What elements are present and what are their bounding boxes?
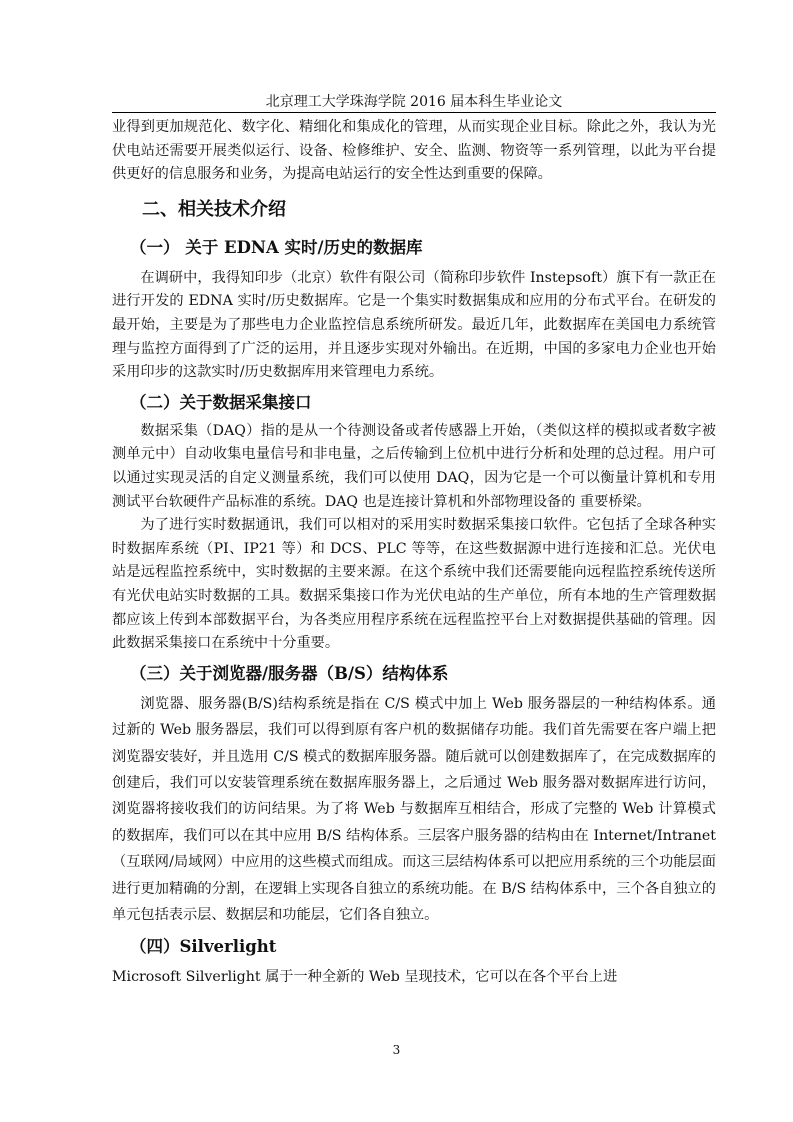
subsection-2-paragraph-2: 为了进行实时数据通讯，我们可以相对的采用实时数据采集接口软件。它包括了全球各种实时数据库系统（PI、IP21 等）和 DCS、PLC 等等，在这些数据源中进行连接和汇总。光伏电站是远程监控系统中，实时数据的主要来源。在这个系统中我们还需要能向远程监控系统传送所有光伏电站实时数据的工具。数据采集接口作为光伏电站的生产单位，所有本地的生产管理数据都应该上传到本部数据平台，为各类应用程序系统在远程监控平台上对数据提供基础的管理。因此数据采集接口在系统中十分重要。 bbox=[112, 517, 716, 652]
subsection-3-paragraph-1: 浏览器、服务器(B/S)结构系统是指在 C/S 模式中加上 Web 服务器层的一种结构体系。通过新的 Web 服务器层，我们可以得到原有客户机的数据储存功能。我们首先需要在客户端上把浏览器安装好，并且选用 C/S 模式的数据库服务器。随后就可以创建数据库了，在完成数据库的创建后，我们可以安装管理系统在数据库服务器上，之后通过 Web 服务器对数据库进行访问，浏览器将接收我们的访问结果。为了将 Web 与数据库互相结合，形成了完整的 Web 计算模式的数据库，我们可以在其中应用 B/S 结构体系。三层客户服务器的结构由在 Internet/Intranet （互联网/局域网）中应用的这些模式而组成。而这三层结构体系可以把应用系统的三个功能层面进行更加精确的分割，在逻辑上实现各自独立的系统功能。在 B/S 结构体系中，三个各自独立的单元包括表示层、数据层和功能层，它们各自独立。 bbox=[112, 695, 716, 923]
intro-paragraph: 业得到更加规范化、数字化、精细化和集成化的管理，从而实现企业目标。除此之外，我认为光伏电站还需要开展类似运行、设备、检修维护、安全、监测、物资等一系列管理，以此为平台提供更好的信息服务和业务，为提高电站运行的安全性达到重要的保障。 bbox=[112, 119, 716, 183]
page-body bbox=[112, 116, 716, 991]
subsection-1-paragraph-1: 在调研中，我得知印步（北京）软件有限公司（简称印步软件 Instepsoft）旗下有一款正在进行开发的 EDNA 实时/历史数据库。它是一个集实时数据集成和应用的分布式平台。在研发的最开始，主要是为了那些电力企业监控信息系统所研发。最近几年，此数据库在美国电力系统管理与监控方面得到了广泛的运用，并且逐步实现对外输出。在近期，中国的多家电力企业也开始采用印步的这款实时/历史数据库用来管理电力系统。 bbox=[112, 269, 716, 381]
subsection-4-paragraph-1: Microsoft Silverlight 属于一种全新的 Web 呈现技术，它可以在各个平台上进 bbox=[112, 969, 618, 986]
subsection-2-paragraph-1: 数据采集（DAQ）指的是从一个待测设备或者传感器上开始，（类似这样的模拟或者数字被测单元中）自动收集电量信号和非电量，之后传输到上位机中进行分析和处理的总过程。用户可以通过实现灵活的自定义测量系统，我们可以使用 DAQ，因为它是一个可以衡量计算机和专用测试平台软硬件产品标准的系统。DAQ 也是连接计算机和外部物理设备的 重要桥梁。 bbox=[112, 422, 716, 510]
subsection-title-2: （二）关于数据采集接口 bbox=[130, 392, 312, 412]
subsection-title-1: （一） 关于 EDNA 实时/历史的数据库 bbox=[130, 237, 423, 257]
subsection-title-4: （四）Silverlight bbox=[130, 937, 277, 957]
section-title: 二、相关技术介绍 bbox=[142, 198, 286, 220]
header-rule bbox=[112, 112, 716, 113]
subsection-title-3: （三）关于浏览器/服务器（B/S）结构体系 bbox=[130, 663, 449, 683]
running-header: 北京理工大学珠海学院 2016 届本科生毕业论文 bbox=[265, 94, 563, 110]
page-number: 3 bbox=[392, 1043, 401, 1057]
